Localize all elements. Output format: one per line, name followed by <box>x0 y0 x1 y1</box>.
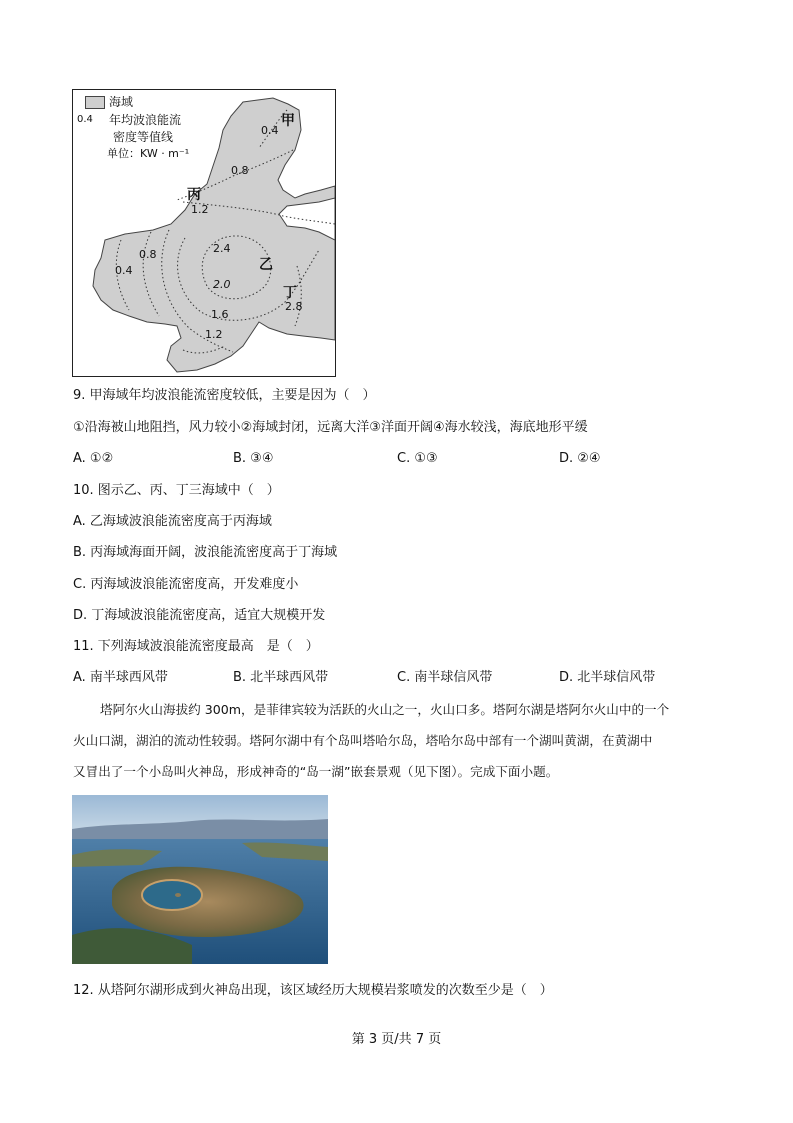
taal-volcano-photo <box>72 795 328 964</box>
contour-value-24: 2.4 <box>213 242 231 255</box>
legend-unit: 单位：KW · m⁻¹ <box>107 147 190 160</box>
contour-value-04a: 0.4 <box>261 124 279 137</box>
q9-stem: 9. 甲海域年均波浪能流密度较低，主要是因为（ ） <box>73 388 376 403</box>
legend-sea-label: 海域 <box>109 95 134 109</box>
label-ding: 丁 <box>283 285 297 301</box>
q9-statements: ①沿海被山地阻挡，风力较小②海域封闭，远离大洋③洋面开阔④海水较浅，海底地形平缓 <box>73 420 588 435</box>
passage-line-2: 火山口湖，湖泊的流动性较弱。塔阿尔湖中有个岛叫塔哈尔岛，塔哈尔岛中部有一个湖叫黄湖，在黄湖中 <box>73 733 653 748</box>
q11-option-d[interactable]: D. 北半球信风带 <box>559 670 656 685</box>
page-footer: 第 3 页/共 7 页 <box>351 1032 442 1047</box>
q10-option-d[interactable]: D. 丁海域波浪能流密度高，适宜大规模开发 <box>73 608 326 623</box>
contour-value-08b: 0.8 <box>139 248 157 261</box>
legend-contour-sample: 0.4 <box>77 114 93 125</box>
contour-value-20: 2.0 <box>213 278 231 291</box>
q12-stem: 12. 从塔阿尔湖形成到火神岛出现，该区域经历大规模岩浆喷发的次数至少是（ ） <box>73 983 553 998</box>
legend-contour-label1: 年均波浪能流 <box>109 113 182 127</box>
q10-option-a[interactable]: A. 乙海域波浪能流密度高于丙海域 <box>73 514 272 529</box>
crater-lake <box>142 880 202 910</box>
q11-option-a[interactable]: A. 南半球西风带 <box>73 670 168 685</box>
q11-option-b[interactable]: B. 北半球西风带 <box>233 670 329 685</box>
q9-option-c[interactable]: C. ①③ <box>397 451 438 466</box>
legend-sea-swatch <box>85 96 105 109</box>
contour-value-04b: 0.4 <box>115 264 133 277</box>
passage-line-3: 又冒出了一个小岛叫火神岛，形成神奇的“岛一湖”嵌套景观（见下图）。完成下面小题。 <box>73 764 559 779</box>
label-yi: 乙 <box>259 257 273 273</box>
q10-stem: 10. 图示乙、丙、丁三海域中（ ） <box>73 483 280 498</box>
q11-option-c[interactable]: C. 南半球信风带 <box>397 670 493 685</box>
q9-option-d[interactable]: D. ②④ <box>559 451 601 466</box>
q9-option-a[interactable]: A. ①② <box>73 451 114 466</box>
contour-value-28: 2.8 <box>285 300 303 313</box>
q10-option-c[interactable]: C. 丙海域波浪能流密度高，开发难度小 <box>73 577 299 592</box>
label-jia: 甲 <box>281 113 295 129</box>
wave-energy-map <box>72 89 336 377</box>
q9-option-b[interactable]: B. ③④ <box>233 451 274 466</box>
contour-value-12a: 1.2 <box>191 203 209 216</box>
q10-option-b[interactable]: B. 丙海域海面开阔，波浪能流密度高于丁海域 <box>73 545 338 560</box>
photo-svg <box>72 795 328 964</box>
label-bing: 丙 <box>187 187 201 203</box>
contour-value-16: 1.6 <box>211 308 229 321</box>
contour-value-08a: 0.8 <box>231 164 249 177</box>
legend-contour-label2: 密度等值线 <box>113 130 174 144</box>
contour-value-12b: 1.2 <box>205 328 223 341</box>
passage-line-1: 塔阿尔火山海拔约 300m，是菲律宾较为活跃的火山之一，火山口多。塔阿尔湖是塔阿尔火山中的一个 <box>100 702 670 717</box>
vulcan-point <box>175 893 181 897</box>
q11-stem: 11. 下列海域波浪能流密度最高 是（ ） <box>73 639 319 654</box>
